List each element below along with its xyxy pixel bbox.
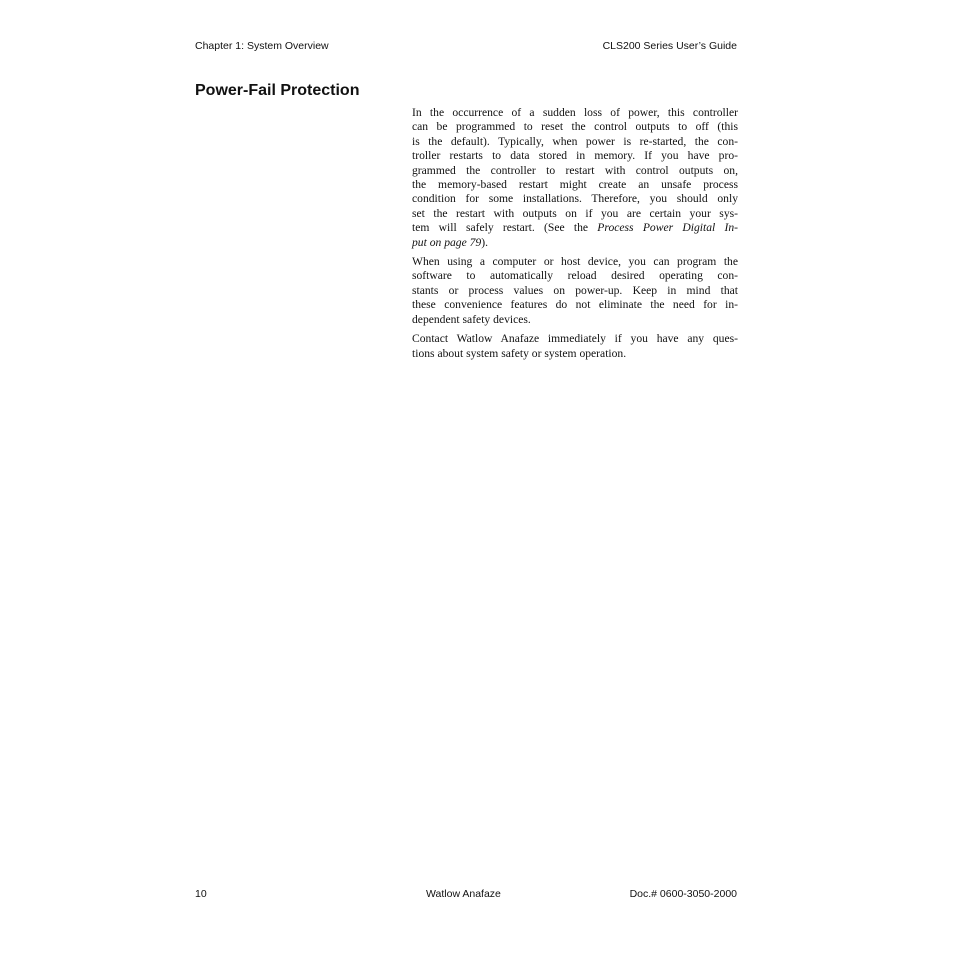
paragraph-line: condition for some installations. Therefore, you should only bbox=[412, 192, 738, 206]
paragraph-line: set the restart with outputs on if you are certain your sys- bbox=[412, 206, 738, 220]
cross-reference: Process Power Digital In- bbox=[597, 221, 738, 235]
paragraph-contact bbox=[412, 332, 738, 361]
paragraph-line: Contact Watlow Anafaze immediately if you have any ques- bbox=[412, 332, 738, 346]
paragraph-line: software to automatically reload desired operating con- bbox=[412, 269, 738, 283]
footer-company: Watlow Anafaze bbox=[426, 888, 501, 900]
paragraph-text: tem will safely restart. (See the bbox=[412, 221, 598, 235]
paragraph-line: these convenience features do not eliminate the need for in- bbox=[412, 298, 738, 312]
body-text-column bbox=[412, 106, 738, 366]
paragraph-line: troller restarts to data stored in memory. If you have pro- bbox=[412, 149, 738, 163]
paragraph-line bbox=[412, 236, 738, 250]
paragraph-line: When using a computer or host device, you can program the bbox=[412, 255, 738, 269]
footer-page-number: 10 bbox=[195, 888, 207, 900]
paragraph-line: grammed the controller to restart with control outputs on, bbox=[412, 163, 738, 177]
paragraph-line: dependent safety devices. bbox=[412, 312, 531, 326]
paragraph-line: the memory-based restart might create an unsafe process bbox=[412, 178, 738, 192]
cross-reference-continued: put on page 79 bbox=[412, 235, 482, 249]
paragraph-line: stants or process values on power-up. Keep in mind that bbox=[412, 283, 738, 297]
paragraph-line: In the occurrence of a sudden loss of power, this controller bbox=[412, 106, 738, 119]
header-chapter: Chapter 1: System Overview bbox=[195, 40, 329, 52]
paragraph-host-device bbox=[412, 255, 738, 327]
paragraph-line: is the default). Typically, when power is re-started, the con- bbox=[412, 134, 738, 148]
paragraph-line: can be programmed to reset the control outputs to off (this bbox=[412, 120, 738, 134]
footer-doc-number: Doc.# 0600-3050-2000 bbox=[629, 888, 737, 900]
header-guide-title: CLS200 Series User’s Guide bbox=[602, 40, 737, 52]
section-title: Power-Fail Protection bbox=[195, 82, 360, 99]
paragraph-line bbox=[412, 221, 738, 235]
paragraph-line: tions about system safety or system operation. bbox=[412, 346, 627, 360]
paragraph-power-loss bbox=[412, 106, 738, 250]
paragraph-text: ). bbox=[481, 235, 488, 249]
